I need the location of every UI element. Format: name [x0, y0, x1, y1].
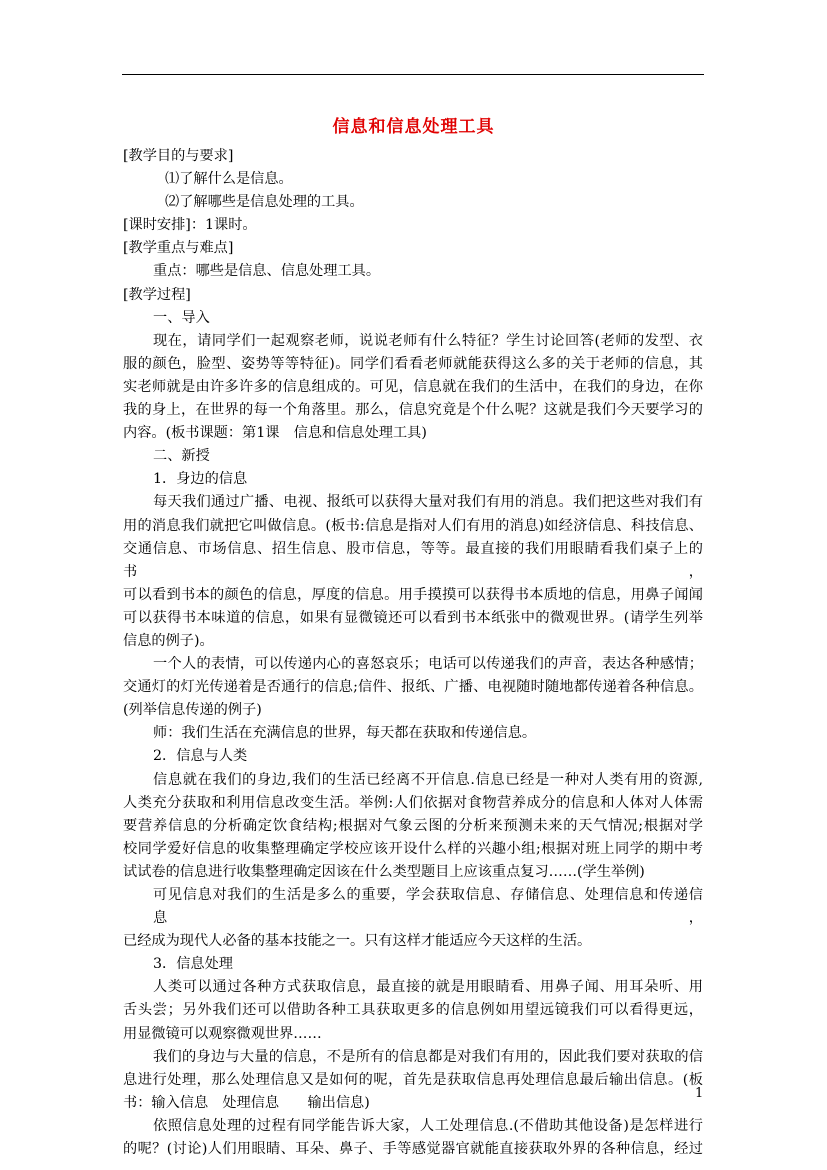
text-line: 息进行处理，那么处理信息又是如何的呢，首先是获取信息再处理信息最后输出信息。(板 — [123, 1071, 703, 1088]
document-title: 信息和信息处理工具 — [332, 117, 495, 137]
text-line: 现在，请同学们一起观察老师，说说老师有什么特征？学生讨论回答(老师的发型、衣 — [153, 332, 703, 349]
text-line: 1．身边的信息 — [153, 471, 248, 488]
text-line: [课时安排]：1课时。 — [123, 217, 257, 234]
text-line: [教学重点与难点] — [123, 240, 234, 257]
text-line: (列举信息传递的例子) — [123, 702, 262, 719]
text-line: 要营养信息的分析确定饮食结构;根据对气象云图的分析来预测未来的天气情况;根据对学 — [123, 817, 703, 834]
text-line: 信息就在我们的身边,我们的生活已经离不开信息.信息已经是一种对人类有用的资源, — [153, 771, 703, 788]
text-line: ⑴了解什么是信息。 — [165, 171, 293, 188]
text-line: 书：输入信息 处理信息 输出信息) — [123, 1094, 370, 1111]
text-line: 2．信息与人类 — [153, 748, 248, 765]
document-body — [123, 145, 703, 1161]
text-line: [教学目的与要求] — [123, 148, 234, 164]
text-line: 可见信息对我们的生活是多么的重要，学会获取信息、存储信息、处理信息和传递信息， — [153, 887, 703, 927]
text-line: 交通灯的灯光传递着是否通行的信息;信件、报纸、广播、电视随时随地都传递着各种信息。 — [123, 679, 703, 696]
text-line: 试试卷的信息进行收集整理确定因该在什么类型题目上应该重点复习……(学生举例) — [123, 863, 645, 880]
page-number: 1 — [695, 1086, 704, 1101]
text-line: 二、新授 — [153, 448, 210, 465]
text-line: 重点：哪些是信息、信息处理工具。 — [153, 263, 381, 280]
text-line: [教学过程] — [123, 286, 191, 303]
text-line: 校同学爱好信息的收集整理确定学校应该开设什么样的兴趣小组;根据对班上同学的期中考 — [123, 840, 703, 857]
text-line: 依照信息处理的过程有同学能告诉大家，人工处理信息.(不借助其他设备)是怎样进行 — [153, 1117, 703, 1134]
text-line: 已经成为现代人必备的基本技能之一。只有这样才能适应今天这样的生活。 — [123, 933, 592, 950]
text-line: 一、导入 — [153, 309, 210, 326]
text-line: 可以看到书本的颜色的信息，厚度的信息。用手摸摸可以获得书本质地的信息，用鼻子闻闻 — [123, 586, 703, 603]
text-line: 我们的身边与大量的信息，不是所有的信息都是对我们有用的，因此我们要对获取的信 — [153, 1048, 703, 1065]
text-line: 信息的例子)。 — [123, 632, 214, 649]
text-line: 我的身上，在世界的每一个角落里。那么，信息究竟是个什么呢？这就是我们今天要学习的 — [123, 402, 703, 419]
text-line: 的呢？(讨论)人们用眼睛、耳朵、鼻子、手等感觉器官就能直接获取外界的各种信息，经过 — [123, 1141, 703, 1158]
text-line: 用的消息我们就把它叫做信息。(板书:信息是指对人们有用的消息)如经济信息、科技信息、 — [123, 517, 703, 534]
text-line: 一个人的表情，可以传递内心的喜怒哀乐；电话可以传递我们的声音，表达各种感情； — [153, 656, 703, 673]
text-line: ⑵了解哪些是信息处理的工具。 — [165, 194, 364, 211]
text-line: 每天我们通过广播、电视、报纸可以获得大量对我们有用的消息。我们把这些对我们有 — [153, 494, 703, 511]
text-line: 舌头尝；另外我们还可以借助各种工具获取更多的信息例如用望远镜我们可以看得更远， — [123, 1002, 703, 1019]
header-rule — [122, 74, 704, 75]
text-line: 服的颜色，脸型、姿势等等特征)。同学们看看老师就能获得这么多的关于老师的信息，其 — [123, 355, 703, 372]
text-line: 实老师就是由许多许多的信息组成的。可见，信息就在我们的生活中，在我们的身边，在你 — [123, 378, 703, 395]
text-line: 人类可以通过各种方式获取信息，最直接的就是用眼睛看、用鼻子闻、用耳朵听、用 — [153, 979, 703, 996]
text-line: 人类充分获取和利用信息改变生活。举例:人们依据对食物营养成分的信息和人体对人体需 — [123, 794, 703, 811]
text-line: 师：我们生活在充满信息的世界，每天都在获取和传递信息。 — [153, 725, 537, 742]
text-line: 用显微镜可以观察微观世界…… — [123, 1025, 322, 1042]
text-line: 内容。(板书课题：第1课 信息和信息处理工具) — [123, 425, 427, 442]
text-line: 可以获得书本味道的信息，如果有显微镜还可以看到书本纸张中的微观世界。(请学生列举 — [123, 609, 703, 626]
text-line: 交通信息、市场信息、招生信息、股市信息，等等。最直接的我们用眼睛看我们桌子上的书， — [123, 540, 703, 580]
text-line: 3．信息处理 — [153, 956, 233, 973]
